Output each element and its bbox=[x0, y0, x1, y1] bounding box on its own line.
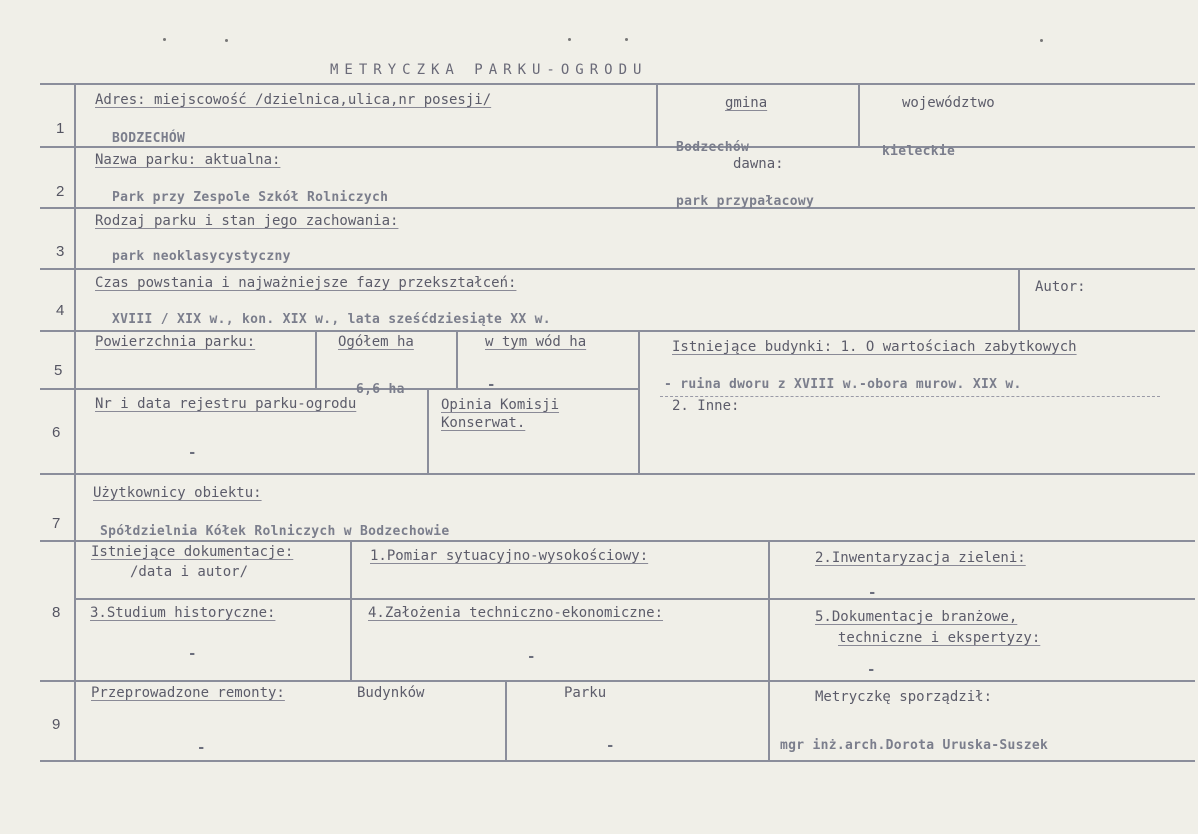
row-number-8: 8 bbox=[52, 604, 61, 621]
repairs-buildings-label: Budynków bbox=[357, 685, 425, 701]
gmina-value: Bodzechów bbox=[676, 140, 750, 155]
greenery-inventory-value: - bbox=[868, 585, 877, 601]
historical-study-label: 3.Studium historyczne: bbox=[90, 605, 276, 621]
register-label: Nr i data rejestru parku-ogrodu bbox=[95, 396, 357, 412]
phases-label: Czas powstania i najważniejsze fazy przekształceń: bbox=[95, 275, 517, 291]
other-buildings-label: 2. Inne: bbox=[672, 398, 740, 414]
former-name-value: park przypałacowy bbox=[676, 194, 815, 209]
voivodeship-label: województwo bbox=[902, 95, 995, 111]
park-name-value: Park przy Zespole Szkół Rolniczych bbox=[112, 190, 389, 205]
paper-speck bbox=[163, 38, 166, 41]
gmina-label: gmina bbox=[725, 95, 768, 111]
row-number-3: 3 bbox=[56, 243, 65, 260]
users-label: Użytkownicy obiektu: bbox=[93, 485, 262, 501]
row-number-9: 9 bbox=[52, 716, 61, 733]
survey-label: 1.Pomiar sytuacyjno-wysokościowy: bbox=[370, 548, 649, 564]
users-value: Spółdzielnia Kółek Rolniczych w Bodzechowie bbox=[100, 524, 450, 539]
author-label: Autor: bbox=[1035, 279, 1086, 295]
repairs-park-label: Parku bbox=[564, 685, 607, 701]
paper-speck bbox=[225, 39, 228, 42]
prepared-by-value: mgr inż.arch.Dorota Uruska-Suszek bbox=[780, 738, 1049, 753]
commission-opinion-label: Opinia Komisji bbox=[441, 397, 560, 413]
historical-study-value: - bbox=[188, 646, 197, 662]
row-number-6: 6 bbox=[52, 424, 61, 441]
park-name-label: Nazwa parku: aktualna: bbox=[95, 152, 281, 168]
row-number-4: 4 bbox=[56, 302, 65, 319]
park-area-label: Powierzchnia parku: bbox=[95, 334, 256, 350]
trade-docs-value: - bbox=[867, 662, 876, 678]
park-type-value: park neoklasycystyczny bbox=[112, 249, 291, 264]
existing-docs-sublabel: /data i autor/ bbox=[130, 564, 249, 580]
total-area-value: 6,6 ha bbox=[356, 382, 405, 397]
row-number-7: 7 bbox=[52, 515, 61, 532]
greenery-inventory-label: 2.Inwentaryzacja zieleni: bbox=[815, 550, 1026, 566]
row-number-5: 5 bbox=[54, 362, 63, 379]
tech-economic-label: 4.Założenia techniczno-ekonomiczne: bbox=[368, 605, 664, 621]
trade-docs-label: 5.Dokumentacje branżowe, bbox=[815, 609, 1018, 625]
form-title: METRYCZKA PARKU-OGRODU bbox=[330, 62, 648, 78]
tech-economic-value: - bbox=[527, 649, 536, 665]
commission-opinion-label-2: Konserwat. bbox=[441, 415, 526, 431]
heritage-buildings-value: - ruina dworu z XVIII w.-obora murow. XIX w. bbox=[664, 377, 1022, 392]
register-value: - bbox=[188, 445, 197, 461]
total-area-label: Ogółem ha bbox=[338, 334, 414, 350]
paper-speck bbox=[625, 38, 628, 41]
heritage-buildings-label: Istniejące budynki: 1. O wartościach zabytkowych bbox=[672, 339, 1077, 355]
voivodeship-value: kieleckie bbox=[882, 144, 956, 159]
paper-speck bbox=[1040, 39, 1043, 42]
address-value: BODZECHÓW bbox=[112, 131, 186, 146]
water-area-value: - bbox=[487, 377, 496, 393]
trade-docs-label-2: techniczne i ekspertyzy: bbox=[838, 630, 1041, 646]
paper-speck bbox=[568, 38, 571, 41]
repairs-park-value: - bbox=[606, 738, 615, 754]
water-area-label: w tym wód ha bbox=[485, 334, 587, 350]
existing-docs-label: Istniejące dokumentacje: bbox=[91, 544, 294, 560]
park-type-label: Rodzaj parku i stan jego zachowania: bbox=[95, 213, 399, 229]
prepared-by-label: Metryczkę sporządził: bbox=[815, 689, 993, 705]
address-label: Adres: miejscowość /dzielnica,ulica,nr posesji/ bbox=[95, 92, 492, 108]
row-number-2: 2 bbox=[56, 183, 65, 200]
former-name-label: dawna: bbox=[733, 156, 784, 172]
dashed-underline bbox=[660, 396, 1160, 397]
phases-value: XVIII / XIX w., kon. XIX w., lata sześćdziesiąte XX w. bbox=[112, 312, 551, 327]
repairs-buildings-value: - bbox=[197, 740, 206, 756]
repairs-label: Przeprowadzone remonty: bbox=[91, 685, 285, 701]
row-number-1: 1 bbox=[56, 120, 65, 137]
